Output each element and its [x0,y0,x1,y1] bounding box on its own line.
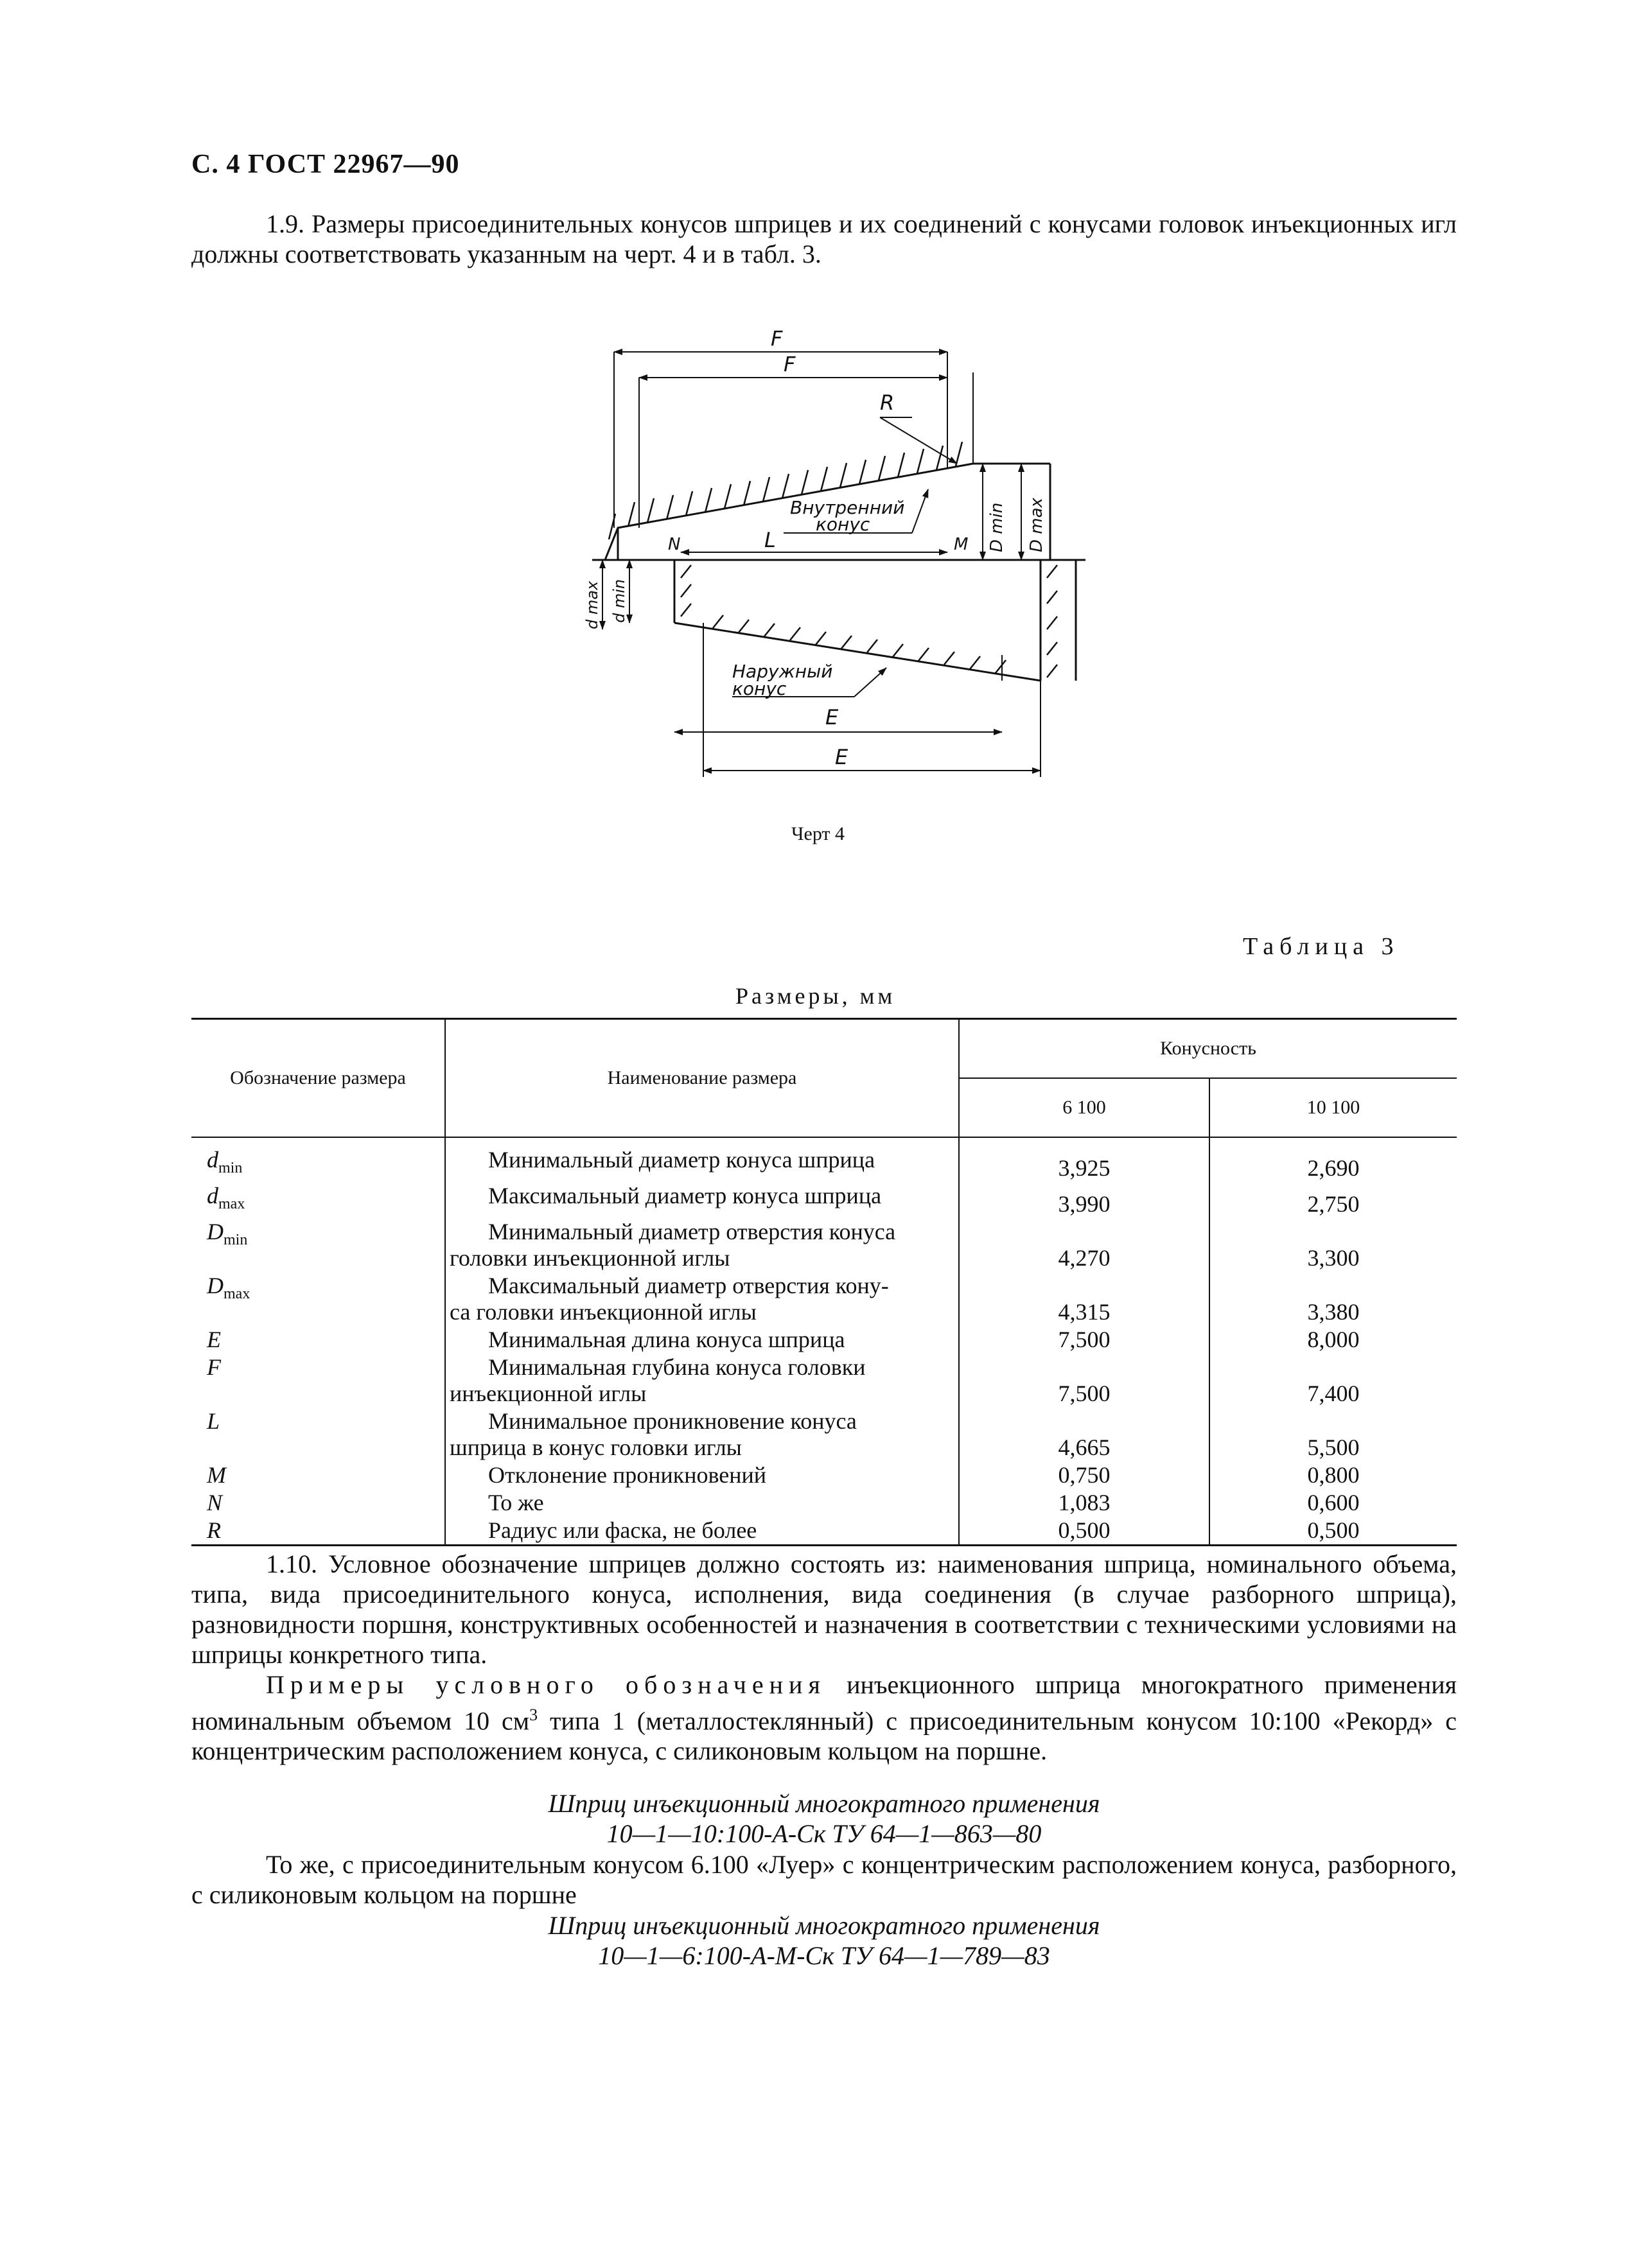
label-dmin-cap: D min [987,502,1006,552]
example-1-line-1: Шприц инъекционный многократного применения [548,1789,1100,1818]
cell-value: 5,500 [1307,1435,1360,1461]
name-line-1: Максимальный диаметр отверстия кону- [488,1273,889,1299]
symbol-letter: M [207,1462,226,1488]
cell-name [445,1218,959,1272]
header-symbol: Обозначение размера [191,1019,445,1138]
cell-symbol [191,1326,445,1354]
dimensions-table [191,1018,1457,1546]
cell-symbol [191,1489,445,1517]
cell-value: 3,380 [1307,1299,1360,1325]
symbol-letter: d [207,1183,218,1209]
header-name: Наименование размера [445,1019,959,1138]
cell-symbol [191,1137,445,1182]
table-row [191,1461,1457,1489]
examples-lead: Примеры условного обозначения [266,1670,826,1699]
table-row [191,1408,1457,1461]
cell-value: 2,690 [1307,1155,1360,1182]
cell-symbol [191,1218,445,1272]
name-line-2: головки инъекционной иглы [450,1245,730,1271]
cell-name [445,1489,959,1517]
symbol-letter: D [207,1273,224,1299]
label-dmax-small: d max [583,580,601,629]
same-text: То же, с присоединительным конусом 6.100 «Луер» с концентрическим расположением конуса, разборного, с силиконовым кольцом на поршне [191,1850,1457,1909]
symbol-letter: d [207,1147,218,1173]
table-row [191,1326,1457,1354]
cell-value: 8,000 [1307,1327,1360,1353]
table-row [191,1182,1457,1218]
cell-value: 4,665 [959,1408,1209,1461]
cell-name [445,1517,959,1546]
symbol-subscript: max [224,1286,250,1303]
name-line-2: инъекционной иглы [450,1381,647,1407]
name-line-1: Отклонение проникновений [488,1462,767,1488]
name-line-1: Минимальная глубина конуса головки [488,1354,866,1381]
cell-value: 3,990 [959,1182,1209,1218]
drawing-caption: Черт 4 [791,823,845,844]
label-outer-cone-2: конус [732,678,787,699]
cell-symbol [191,1408,445,1461]
cell-value: 7,500 [959,1326,1209,1354]
name-line-1: Минимальное проникновение конуса [488,1408,857,1435]
example-1-line-2: 10—1—10:100-А-Ск ТУ 64—1—863—80 [606,1819,1042,1848]
label-inner-cone-2: конус [816,514,870,535]
table-row [191,1137,1457,1182]
label-outer-cone-1: Наружный [732,661,833,682]
name-line-1: Минимальный диаметр конуса шприца [488,1147,875,1173]
cell-value: 0,800 [1307,1462,1360,1488]
cone-drawing [578,321,1092,796]
cell-value: 3,300 [1307,1245,1360,1271]
cell-name [445,1326,959,1354]
table-row [191,1272,1457,1326]
cell-value: 1,083 [959,1489,1209,1517]
cell-name [445,1461,959,1489]
symbol-letter: N [207,1490,223,1516]
label-f-mid: F [784,352,796,376]
cell-value: 7,400 [1307,1381,1360,1407]
cell-symbol [191,1517,445,1546]
label-e-mid: E [825,705,839,729]
cell-name [445,1272,959,1326]
table-row [191,1517,1457,1546]
cell-value: 2,750 [1307,1191,1360,1217]
symbol-letter: R [207,1517,221,1544]
symbol-letter: D [207,1219,224,1245]
label-m: M [954,535,969,554]
examples-text-a: инъекционного шприца многократного применения номинальным объемом 10 см [191,1670,1457,1736]
cell-name [445,1408,959,1461]
name-line-1: Радиус или фаска, не более [488,1517,757,1544]
examples-paragraph [191,1670,1457,1766]
cell-value: 3,925 [959,1137,1209,1182]
header-taper-10: 10 100 [1209,1078,1457,1137]
symbol-letter: L [207,1408,220,1435]
example-2-line-1: Шприц инъекционный многократного применения [548,1911,1100,1940]
header-taper-6: 6 100 [959,1078,1209,1137]
label-dmax-cap: D max [1027,498,1046,552]
cell-value: 0,750 [959,1461,1209,1489]
table-row [191,1354,1457,1408]
label-e-bottom: E [835,745,848,769]
example-2-line-2: 10—1—6:100-А-М-Ск ТУ 64—1—789—83 [598,1941,1050,1970]
table-row [191,1218,1457,1272]
cell-value: 4,270 [959,1218,1209,1272]
cell-value: 0,600 [1307,1490,1360,1516]
cell-value: 0,500 [1209,1517,1457,1546]
name-line-2: са головки инъекционной иглы [450,1299,757,1325]
cell-name [445,1354,959,1408]
symbol-subscript: min [218,1160,243,1177]
name-line-1: Минимальный диаметр отверстия конуса [488,1219,896,1245]
cell-symbol [191,1354,445,1408]
label-n: N [668,535,681,554]
cell-value: 4,315 [959,1272,1209,1326]
label-r: R [880,390,895,415]
cell-symbol [191,1182,445,1218]
symbol-letter: F [207,1354,221,1381]
cell-symbol [191,1272,445,1326]
section-1-10-text: 1.10. Условное обозначение шприцев должно состоять из: наименования шприца, номинального объема, типа, вида присоединительного конуса, исполнения, вида соединения (в случае разборного шприца), разновидности поршня, конструктивных особенностей и назначения в соответствии с техническими условиями на шприцы конкретного типа. [191,1549,1457,1669]
symbol-subscript: max [218,1196,245,1213]
table-units: Размеры, мм [735,983,896,1009]
name-line-1: То же [488,1490,544,1516]
cell-symbol [191,1461,445,1489]
symbol-letter: E [207,1327,221,1353]
label-l: L [764,528,776,552]
cell-name [445,1182,959,1218]
name-line-1: Максимальный диаметр конуса шприца [488,1183,882,1209]
label-dmin-small: d min [610,579,628,623]
page-header: С. 4 ГОСТ 22967—90 [191,150,460,179]
name-line-1: Минимальная длина конуса шприца [488,1327,845,1353]
examples-text-b: типа 1 (металлостеклянный) с присоединительным конусом 10:100 «Рекорд» с концентрическим расположением конуса, с силиконовым кольцом на поршне. [191,1706,1457,1766]
cell-value: 7,500 [959,1354,1209,1408]
label-inner-cone-1: Внутренний [790,497,905,518]
section-1-9-text: 1.9. Размеры присоединительных конусов шприцев и их соединений с конусами головок инъекционных игл должны соответствовать указанным на черт. 4 и в табл. 3. [191,209,1457,268]
cell-value: 0,500 [959,1517,1209,1546]
name-line-2: шприца в конус головки иглы [450,1435,742,1461]
label-f-top: F [771,326,783,351]
header-taper: Конусность [959,1019,1457,1079]
table-row [191,1489,1457,1517]
symbol-subscript: min [224,1232,248,1249]
table-caption: Таблица 3 [1243,933,1400,960]
examples-sup: 3 [529,1705,538,1724]
cell-name [445,1137,959,1182]
